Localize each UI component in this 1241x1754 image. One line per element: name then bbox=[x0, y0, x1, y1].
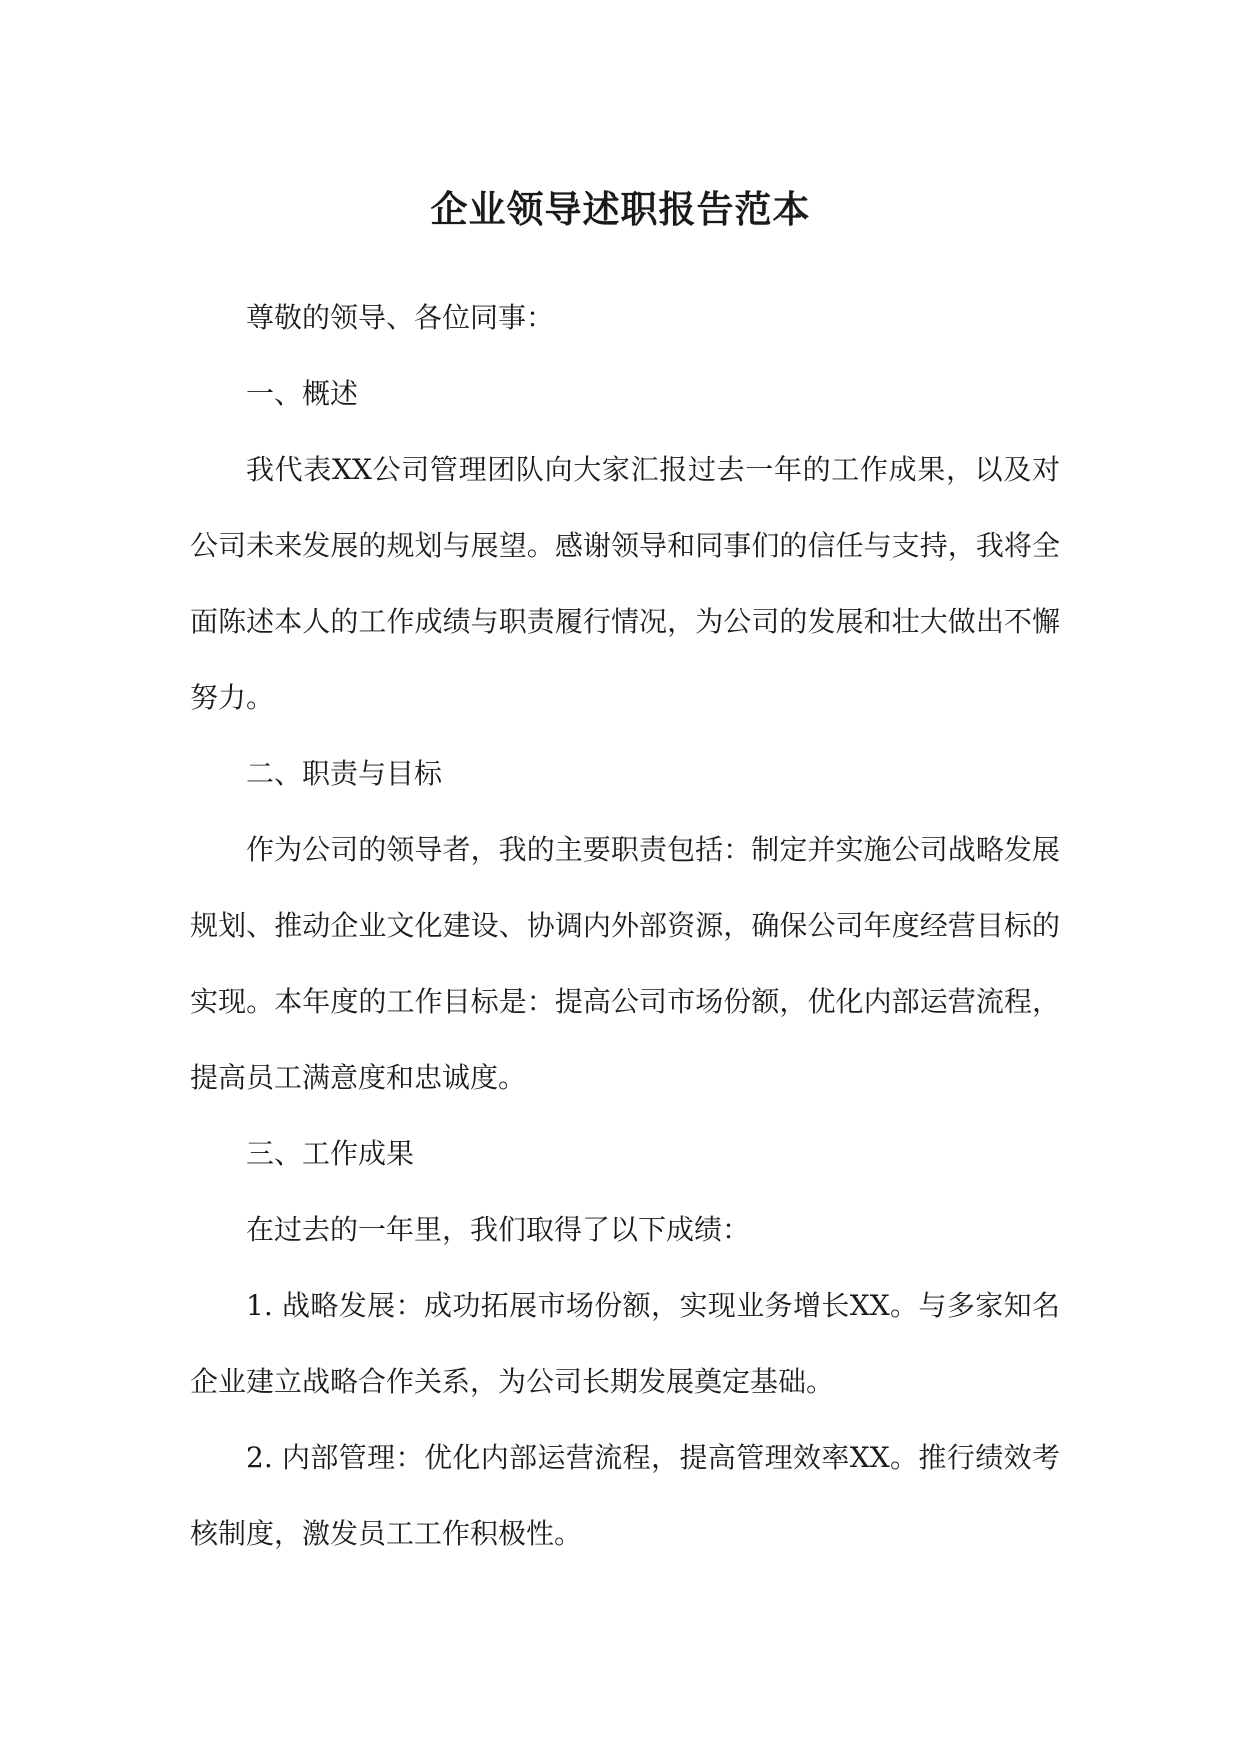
list-item-management: 2. 内部管理：优化内部运营流程，提高管理效率XX。推行绩效考核制度，激发员工工作积极性。 bbox=[190, 1441, 1060, 1550]
section-heading-results: 三、工作成果 bbox=[246, 1137, 415, 1170]
document-body bbox=[190, 280, 1060, 1572]
section-heading-duties: 二、职责与目标 bbox=[246, 757, 443, 790]
paragraph-results-intro: 在过去的一年里，我们取得了以下成绩： bbox=[246, 1213, 751, 1246]
document-title: 企业领导述职报告范本 bbox=[430, 187, 811, 231]
paragraph-duties: 作为公司的领导者，我的主要职责包括：制定并实施公司战略发展规划、推动企业文化建设、协调内外部资源，确保公司年度经营目标的实现。本年度的工作目标是：提高公司市场份额，优化内部运营流程，提高员工满意度和忠诚度。 bbox=[190, 833, 1060, 1094]
list-item-strategy: 1. 战略发展：成功拓展市场份额，实现业务增长XX。与多家知名企业建立战略合作关系，为公司长期发展奠定基础。 bbox=[190, 1289, 1060, 1398]
salutation: 尊敬的领导、各位同事： bbox=[246, 301, 555, 334]
paragraph-overview: 我代表XX公司管理团队向大家汇报过去一年的工作成果，以及对公司未来发展的规划与展望。感谢领导和同事们的信任与支持，我将全面陈述本人的工作成绩与职责履行情况，为公司的发展和壮大做出不懈努力。 bbox=[190, 453, 1060, 714]
section-heading-overview: 一、概述 bbox=[246, 377, 359, 410]
